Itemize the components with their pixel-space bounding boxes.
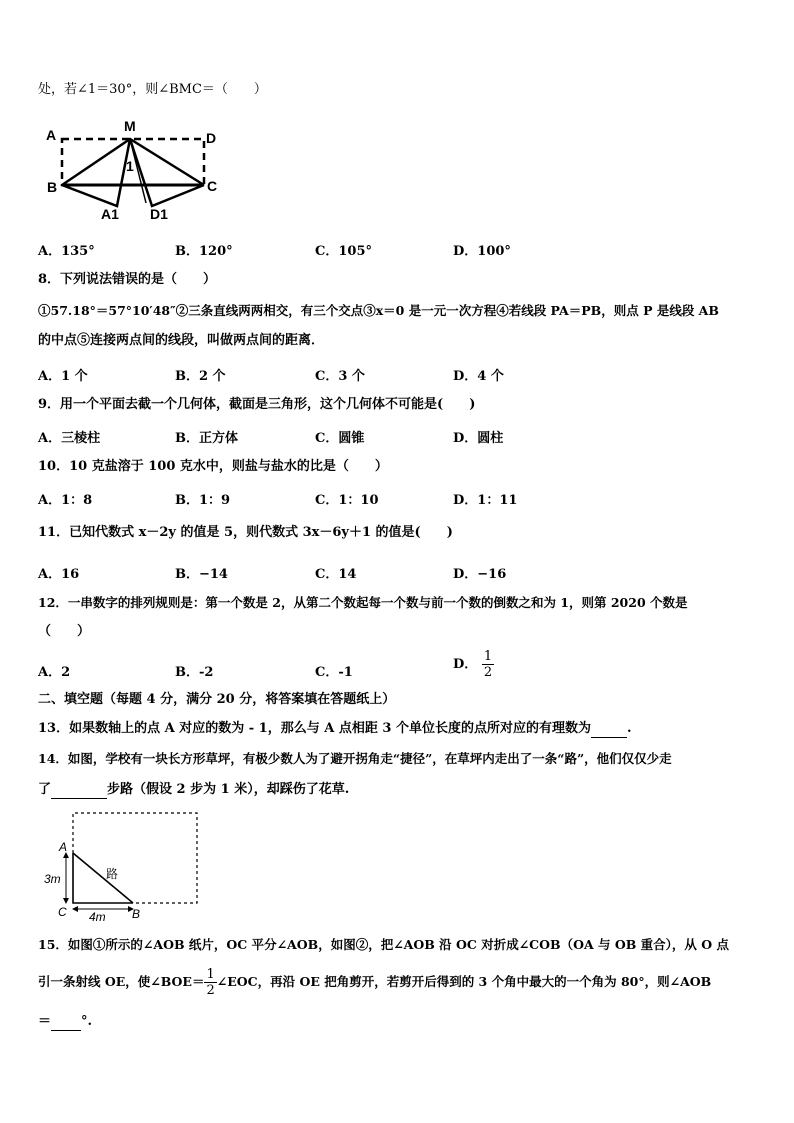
fig-label-d1: D1: [150, 206, 168, 222]
q14-text-start: 了: [38, 782, 52, 797]
q11-options: [38, 563, 758, 581]
q13-stem: [38, 719, 632, 738]
q7-option-a[interactable]: A．135°: [38, 244, 95, 259]
q9-option-a[interactable]: A．三棱柱: [38, 431, 101, 446]
q14-figure: [40, 808, 205, 926]
q15-answer-blank[interactable]: [51, 1012, 81, 1031]
fig-label-a1: A1: [101, 206, 119, 222]
q12-option-c[interactable]: C．-1: [315, 665, 353, 680]
q10-option-a[interactable]: A．1：8: [38, 493, 93, 508]
fraction-numerator: 1: [206, 967, 215, 982]
q15-text-c: ＝: [38, 1014, 52, 1029]
fig-label-d: D: [206, 130, 217, 146]
q15-text-a: 引一条射线 OE，使∠BOE＝: [38, 974, 205, 989]
q11-option-c[interactable]: C．14: [315, 567, 357, 582]
fig-label-m: M: [124, 118, 136, 134]
q11-option-d[interactable]: D．−16: [453, 567, 507, 582]
q10-option-d[interactable]: D．1：11: [453, 493, 518, 508]
q7-stem-tail: 处，若∠1＝30°，则∠BMC＝（ ）: [38, 82, 267, 97]
fig-label-c: C: [58, 905, 67, 919]
q14-stem-line1: 14．如图，学校有一块长方形草坪，有极少数人为了避开拐角走“捷径”，在草坪内走出了一条“路”，他们仅仅少走: [38, 751, 672, 766]
q15-stem-line1: 15．如图①所示的∠AOB 纸片，OC 平分∠AOB，如图②，把∠AOB 沿 OC 对折成∠COB（OA 与 OB 重合），从 O 点: [38, 937, 730, 952]
q14-stem-line2: [38, 780, 349, 799]
q8-option-c[interactable]: C．3 个: [315, 369, 365, 384]
q12-option-d-fraction: [482, 649, 494, 680]
q7-figure: [40, 115, 230, 225]
fig-label-b: B: [47, 179, 58, 195]
fig-label-a: A: [46, 127, 57, 143]
q8-statement-line2: 的中点⑤连接两点间的线段，叫做两点间的距离．: [38, 333, 325, 348]
q8-statement-line1: ①57.18°＝57°10′48″②三条直线两两相交，有三个交点③x＝0 是一元一次方程④若线段 PA＝PB，则点 P 是线段 AB: [38, 303, 719, 318]
q10-option-c[interactable]: C．1：10: [315, 493, 379, 508]
q12-stem: 12．一串数字的排列规则是：第一个数是 2，从第二个数起每一个数与前一个数的倒数之和为 1，则第 2020 个数是: [38, 595, 688, 610]
fig-label-b: B: [132, 907, 141, 921]
q12-option-d[interactable]: [453, 649, 494, 680]
q11-stem: 11．已知代数式 x－2y 的值是 5，则代数式 3x－6y＋1 的值是( ): [38, 525, 453, 540]
q13-text: 13．如果数轴上的点 A 对应的数为 - 1，那么与 A 点相距 3 个单位长度的点所对应的有理数为: [38, 721, 591, 736]
q7-option-d[interactable]: D．100°: [453, 244, 511, 259]
q9-stem: 9．用一个平面去截一个几何体，截面是三角形，这个几何体不可能是( ): [38, 397, 476, 412]
q9-option-c[interactable]: C．圆锥: [315, 431, 365, 446]
q15-stem-line3: [38, 1012, 92, 1031]
q8-option-a[interactable]: A．1 个: [38, 369, 88, 384]
fig-label-a: A: [59, 840, 68, 854]
q10-option-b[interactable]: B．1：9: [175, 493, 231, 508]
q11-option-b[interactable]: B．−14: [175, 567, 228, 582]
q12-option-a[interactable]: A．2: [38, 665, 71, 680]
q12-option-d-letter: D．: [453, 657, 478, 672]
q7-options: [38, 240, 758, 258]
section-fill-in-header: 二、填空题（每题 4 分，满分 20 分，将答案填在答题纸上）: [38, 692, 396, 707]
q14-answer-blank[interactable]: [51, 780, 107, 799]
q11-option-a[interactable]: A．16: [38, 567, 80, 582]
q7-option-b[interactable]: B．120°: [175, 244, 233, 259]
fig-label-angle1: 1: [126, 158, 134, 174]
q8-options: [38, 365, 758, 383]
q13-answer-blank[interactable]: [591, 719, 627, 738]
q15-text-b: ∠EOC，再沿 OE 把角剪开，若剪开后得到的 3 个角中最大的一个角为 80°，则∠AOB: [216, 974, 712, 989]
fraction-denominator: 2: [483, 665, 493, 680]
q12-option-b[interactable]: B．-2: [175, 665, 214, 680]
q9-option-d[interactable]: D．圆柱: [453, 431, 504, 446]
q12-paren: （ ）: [38, 624, 91, 639]
fig-label-c: C: [207, 178, 218, 194]
q15-stem-line2: [38, 966, 711, 998]
q8-option-d[interactable]: D．4 个: [453, 369, 504, 384]
q8-stem: 8．下列说法错误的是（ ）: [38, 272, 217, 287]
fig-label-side-horizontal: 4m: [89, 910, 106, 924]
q14-text-end: 步路（假设 2 步为 1 米），却踩伤了花草.: [107, 782, 350, 797]
fig-label-road: 路: [106, 867, 119, 881]
q10-options: [38, 489, 758, 507]
q9-options: [38, 427, 758, 445]
q13-end: .: [626, 721, 632, 736]
q15-fraction: [204, 967, 216, 998]
q12-options: [38, 649, 758, 680]
q15-text-d: °.: [81, 1014, 93, 1029]
q7-option-c[interactable]: C．105°: [315, 244, 372, 259]
q8-option-b[interactable]: B．2 个: [175, 369, 226, 384]
fig-label-side-vertical: 3m: [44, 872, 61, 886]
fraction-numerator: 1: [483, 649, 493, 664]
q10-stem: 10．10 克盐溶于 100 克水中，则盐与盐水的比是（ ）: [38, 459, 388, 474]
q9-option-b[interactable]: B．正方体: [175, 431, 238, 446]
fraction-denominator: 2: [206, 983, 215, 998]
